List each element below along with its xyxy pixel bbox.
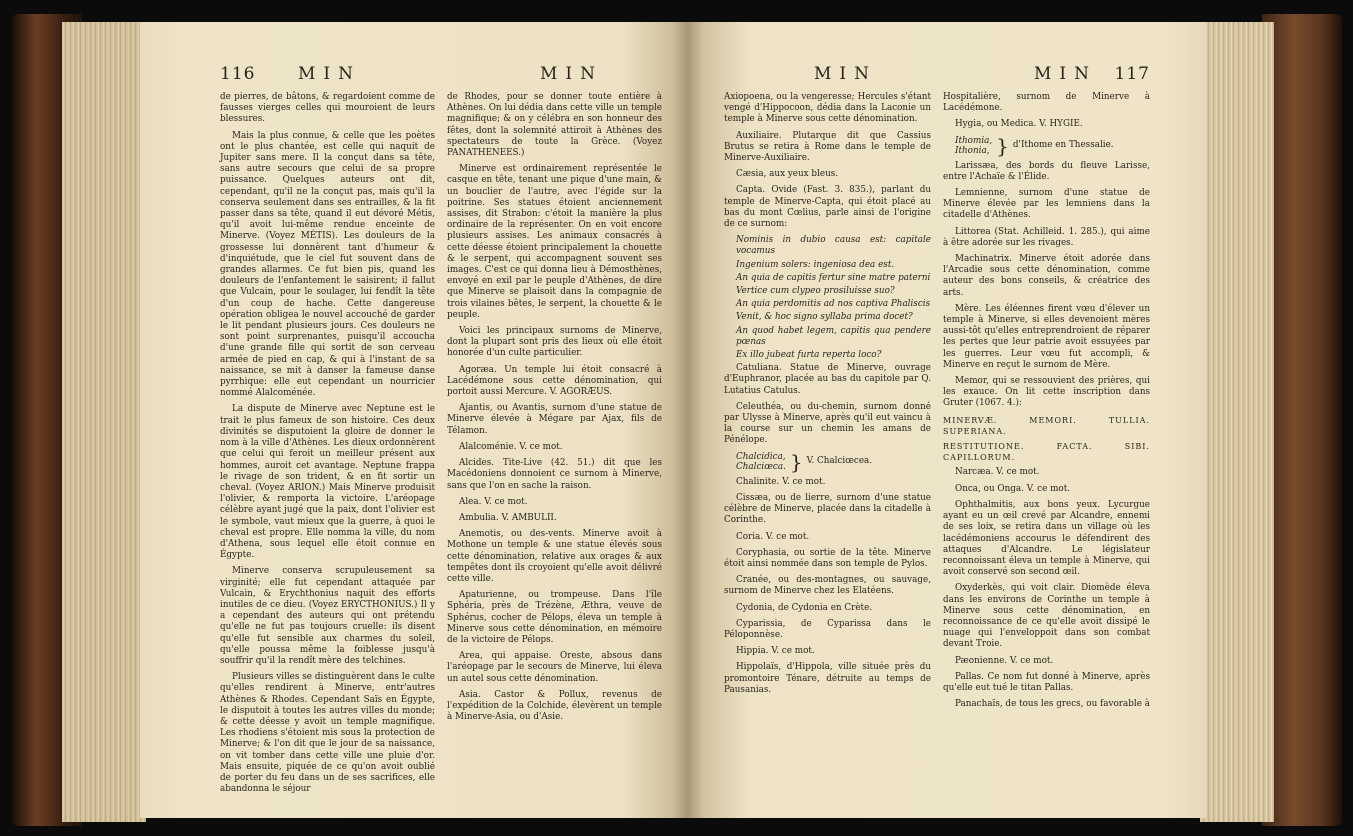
paragraph: Minerve conserva scrupuleusement sa virginité; elle fut cependant attaquée par Vulcain, & Erychthonius naquit des efforts inutiles de ce dieu. (Voyez ERYCTHONIUS.) Il y a cependant des auteurs qui ont prétendu qu'elle ne fut pas toujours cruelle: ils disent qu'elle fut sensible aux charmes du soleil, qu'elle poussa même la foiblesse jusqu'à souffrir qu'il la rendît mère des telchines.	[220, 566, 435, 666]
paragraph: Coryphasia, ou sortie de la tête. Minerve étoit ainsi nommée dans son temple de Pylos.	[724, 547, 931, 569]
paragraph: Onca, ou Onga. V. ce mot.	[955, 483, 1071, 494]
right-page	[688, 22, 1206, 818]
paragraph: Pæonienne. V. ce mot.	[955, 655, 1054, 666]
verse-line: Venit, & hoc signo syllaba prima docet?	[736, 312, 913, 323]
paragraph: Hygia, ou Medica. V. HYGIE.	[955, 119, 1083, 130]
paragraph: Chalinite. V. ce mot.	[736, 476, 826, 487]
paragraph: Celeuthéa, ou du-chemin, surnom donné par Ulysse à Minerve, après qu'il eut vaincu à la course sur un chemin les amans de Pénélope.	[724, 401, 931, 446]
paragraph: Ophthalmitis, aux bons yeux. Lycurgue ayant eu un œil crevé par Alcandre, ennemi de ses loix, se retira dans un village où les lacédémoniens accourus le défendirent des attaques d'Alcandre. Le législateur reconnoissant éleva un temple à Minerve, qui avoit conservé son second œil.	[943, 499, 1150, 578]
head-word: MIN	[814, 64, 877, 84]
paragraph: Agoræa. Un temple lui étoit consacré à Lacédémone sous cette dénomination, qui portoit aussi Mercure. V. AGORÆUS.	[447, 364, 662, 398]
brace-term: Chalciœca.	[736, 461, 786, 472]
paragraph: Voici les principaux surnoms de Minerve, dont la plupart sont pris des lieux où elle étoit honorée d'un culte particulier.	[447, 326, 662, 359]
left-page	[140, 22, 688, 818]
paragraph: Alalcoménie. V. ce mot.	[459, 441, 563, 452]
brace-target: d'Ithome en Thessalie.	[1012, 140, 1114, 150]
head-word: MIN	[540, 64, 603, 84]
verse-line: Nominis in dubio causa est: capitale vocamus	[736, 235, 931, 257]
brace-entry	[955, 133, 1150, 158]
page-number: 117	[1114, 64, 1150, 84]
paragraph: Mais la plus connue, & celle que les poètes ont le plus chantée, est celle qui naquit de Jupiter sans mere. Il la conçut dans sa tête, sans autre secours que celui de sa propre puissance. Quelques auteurs ont dit, cependant, qu'il ne la conçut pas, mais qu'il la conserva seulement dans ses entrailles, & la fit passer dans sa tête, quand il eut dévoré Métis, qu'il avoit lui-même rendue enceinte de Minerve. (Voyez MÉTIS). Les douleurs de la grossesse lui donnèrent tant d'humeur & d'inquiétude, que le ciel fut souvent dans de grandes allarmes. Ce fut bien pis, quand les douleurs de l'enfantement le saisirent; il fallut que Vulcain, pour le soulager, lui fendît la tête d'un coup de hache. Cette dangereuse opération obligea le nouvel accouché de garder le lit pendant plusieurs jours. Ces douleurs ne sont point surprenantes, puisqu'il accoucha d'une grande fille qui sortit de son cerveau armée de pied en cap, & qui à l'instant de sa naissance, se mit à danser la fameuse danse pyrrhique: elle eut cependant un nourricier nommé Alalcoménée.	[220, 130, 435, 399]
head-word: MIN	[1034, 64, 1097, 84]
page-edges-left	[62, 22, 146, 822]
text-column-right-1	[724, 92, 931, 715]
brace-term: Ithomia,	[955, 135, 993, 146]
verse-line: An quia de capitis fertur sine matre paterni	[736, 272, 931, 283]
paragraph: Anemotis, ou des-vents. Minerve avoit à Mothone un temple & une statue élevés sous cette dénomination, relative aux orages & aux tempêtes dont ils croyoient qu'elle avoit délivré cette ville.	[447, 529, 662, 584]
paragraph: Ambulia. V. AMBULII.	[459, 512, 557, 523]
paragraph: Apaturienne, ou trompeuse. Dans l'île Sphéria, près de Trézène, Æthra, veuve de Sphérus, cocher de Pélops, éleva un temple à Minerve sous cette dénomination, en mémoire de la victoire de Pélops.	[447, 590, 662, 645]
verse-line: An quod habet legem, capitis qua pendere pœnas	[736, 325, 931, 347]
paragraph: Panachaïs, de tous les grecs, ou favorable à	[955, 699, 1150, 710]
text-column-left-2	[447, 92, 662, 800]
paragraph: de pierres, de bâtons, & regardoient comme de fausses vierges celles qui mouroient de leurs blessures.	[220, 92, 435, 125]
paragraph: Auxiliaire. Plutarque dit que Cassius Brutus se retira à Rome dans le temple de Minerve-Auxiliaire.	[724, 130, 931, 164]
paragraph: Catuliana. Statue de Minerve, ouvrage d'Euphranor, placée au bas du capitole par Q. Lutatius Catulus.	[724, 363, 931, 396]
running-head-left	[220, 64, 662, 90]
page-number: 116	[220, 64, 256, 84]
paragraph: Cranée, ou des-montagnes, ou sauvage, surnom de Minerve chez les Elatéens.	[724, 575, 931, 597]
paragraph: Cyparissia, de Cyparissa dans le Péloponnèse.	[724, 618, 931, 640]
paragraph: Hospitalière, surnom de Minerve à Lacédémone.	[943, 92, 1150, 114]
paragraph: Plusieurs villes se distinguèrent dans le culte qu'elles rendirent à Minerve, entr'autres Athènes & Rhodes. Cependant Saïs en Égypte, le disputoit à toutes les autres villes du monde; & cette déesse y avoit un temple magnifique. Les rhodiens s'étoient mis sous la protection de Minerve; & l'on dit que le jour de sa naissance, on vit tomber dans cette ville une pluie d'or. Mais ensuite, piquée de ce qu'on avoit oublié de porter du feu dans un de ses sacrifices, elle abandonna le séjour	[220, 672, 435, 795]
inscription-line: RESTITUTIONE. FACTA. SIBI. CAPILLORUM.	[943, 442, 1150, 463]
verse-line: Ex illo jubeat furta reperta loco?	[736, 350, 882, 361]
paragraph: Cæsia, aux yeux bleus.	[736, 169, 839, 180]
paragraph: Hippia. V. ce mot.	[736, 646, 815, 657]
paragraph: Pallas. Ce nom fut donné à Minerve, après qu'elle eut tué le titan Pallas.	[943, 671, 1150, 693]
brace-term: Chalcidica,	[736, 451, 786, 462]
paragraph: Lemnienne, surnom d'une statue de Minerve élevée par les lemniens dans la citadelle d'Athènes.	[943, 188, 1150, 221]
paragraph: Alea. V. ce mot.	[459, 496, 528, 507]
brace-term: Ithonia,	[955, 145, 990, 156]
verse-line: An quia perdomitis ad nos captiva Phaliscis	[736, 299, 931, 310]
brace-entry	[736, 449, 931, 474]
paragraph: Larissæa, des bords du fleuve Larisse, entre l'Achaïe & l'Élide.	[943, 160, 1150, 182]
paragraph: Ajantis, ou Avantis, surnom d'une statue de Minerve élevée à Mégare par Ajax, fils de Télamon.	[447, 403, 662, 436]
paragraph: Littorea (Stat. Achilleid. 1. 285.), qui aime à être adorée sur les rivages.	[943, 226, 1150, 248]
brace-target: V. Chalciœcea.	[806, 456, 873, 467]
paragraph: Asia. Castor & Pollux, revenus de l'expédition de la Colchide, élevèrent un temple à Minerve-Asia, ou d'Asie.	[447, 689, 662, 723]
paragraph: Alcides. Tite-Live (42. 51.) dit que les Macédoniens donnoient ce surnom à Minerve, sans que l'on en sache la raison.	[447, 458, 662, 491]
text-column-left-1	[220, 92, 435, 800]
brace-symbol: }	[789, 449, 803, 474]
inscription-line: MINERVÆ. MEMORI. TULLIA. SUPERIANA.	[943, 415, 1150, 436]
paragraph: de Rhodes, pour se donner toute entière à Athènes. On lui dédia dans cette ville un temple magnifique; & on y célébra en son honneur des fêtes, dont la solemnité attiroit à Athènes des spectateurs de toute la Grèce. (Voyez PANATHENEES.)	[447, 92, 662, 159]
paragraph: Oxyderkès, qui voit clair. Diomède éleva dans les environs de Corinthe un temple à Minerve sous cette dénomination, en reconnoissance de ce qu'elle avoit dissipé le nuage qui l'enveloppoit dans son combat devant Troie.	[943, 583, 1150, 650]
paragraph: Hippolaïs, d'Hippola, ville située près du promontoire Ténare, détruite au temps de Pausanias.	[724, 662, 931, 695]
paragraph: Cydonia, de Cydonia en Crète.	[736, 602, 873, 613]
paragraph: Axiopoena, ou la vengeresse; Hercules s'étant vengé d'Hippocoon, dédia dans la Laconie un temple à Minerve sous cette dénomination.	[724, 92, 931, 125]
running-head-right	[724, 64, 1150, 90]
text-column-right-2	[943, 92, 1150, 715]
paragraph: Mère. Les éléennes firent vœu d'élever un temple à Minerve, si elles devenoient mères aussi-tôt qu'elles entreprendroient de réparer les pertes que leur patrie avoit essuyées par les guerres. Leur vœu fut accompli, & Minerve en reçut le surnom de Mère.	[943, 303, 1150, 370]
paragraph: Minerve est ordinairement représentée le casque en tête, tenant une pique d'une main, & un bouclier de l'autre, avec l'égide sur la poitrine. Ses statues étoient anciennement assises, dit Strabon: c'étoit la manière la plus ordinaire de la représenter. On en voit encore plusieurs assises. Les animaux consacrés à cette déesse étoient principalement la chouette & le serpent, qui accompagnent souvent ses images. C'est ce qui donna lieu à Démosthènes, envoyé en exil par le peuple d'Athènes, de dire que Minerve se plaisoit dans la compagnie de trois vilaines bêtes, le serpent, la chouette & le peuple.	[447, 164, 662, 320]
verse-line: Vertice cum clypeo prosiluisse suo?	[736, 286, 895, 297]
paragraph: Narcæa. V. ce mot.	[955, 467, 1040, 478]
book-cover-right	[1262, 14, 1342, 826]
page-edges-right	[1200, 22, 1274, 822]
paragraph: La dispute de Minerve avec Neptune est le trait le plus fameux de son histoire. Ces deux divinités se disputoient la gloire de donner le nom à la ville d'Athènes. Les dieux ordonnèrent que celui qui feroit un meilleur présent aux hommes, auroit cet avantage. Neptune frappa le rivage de son trident, & en fit sortir un cheval. (Voyez ARION.) Mais Minerve produisit l'olivier, & remporta la victoire. L'aréopage célèbre ayant jugé que la paix, dont l'olivier est le symbole, vaut mieux que la guerre, à quoi le cheval est propre. Elle nomma la ville, du nom d'Athena, sous lequel elle étoit connue en Égypte.	[220, 404, 435, 561]
paragraph: Capta. Ovide (Fast. 3. 835.), parlant du temple de Minerve-Capta, qui étoit placé au bas du mont Cœlius, parle ainsi de l'origine de ce surnom:	[724, 185, 931, 230]
paragraph: Coria. V. ce mot.	[736, 531, 810, 542]
head-word: MIN	[298, 64, 361, 84]
brace-symbol: }	[996, 133, 1009, 158]
verse-line: Ingenium solers: ingeniosa dea est.	[736, 259, 895, 270]
paragraph: Memor, qui se ressouvient des prières, qui les exauce. On lit cette inscription dans Gruter (1067. 4.):	[943, 376, 1150, 409]
paragraph: Area, qui appaise. Oreste, absous dans l'aréopage par le secours de Minerve, lui éleva un autel sous cette dénomination.	[447, 651, 662, 684]
paragraph: Cissæa, ou de lierre, surnom d'une statue célèbre de Minerve, placée dans la citadelle à Corinthe.	[724, 492, 931, 526]
paragraph: Machinatrix. Minerve étoit adorée dans l'Arcadie sous cette dénomination, comme auteur des bons conseils, & créatrice des arts.	[943, 254, 1150, 298]
